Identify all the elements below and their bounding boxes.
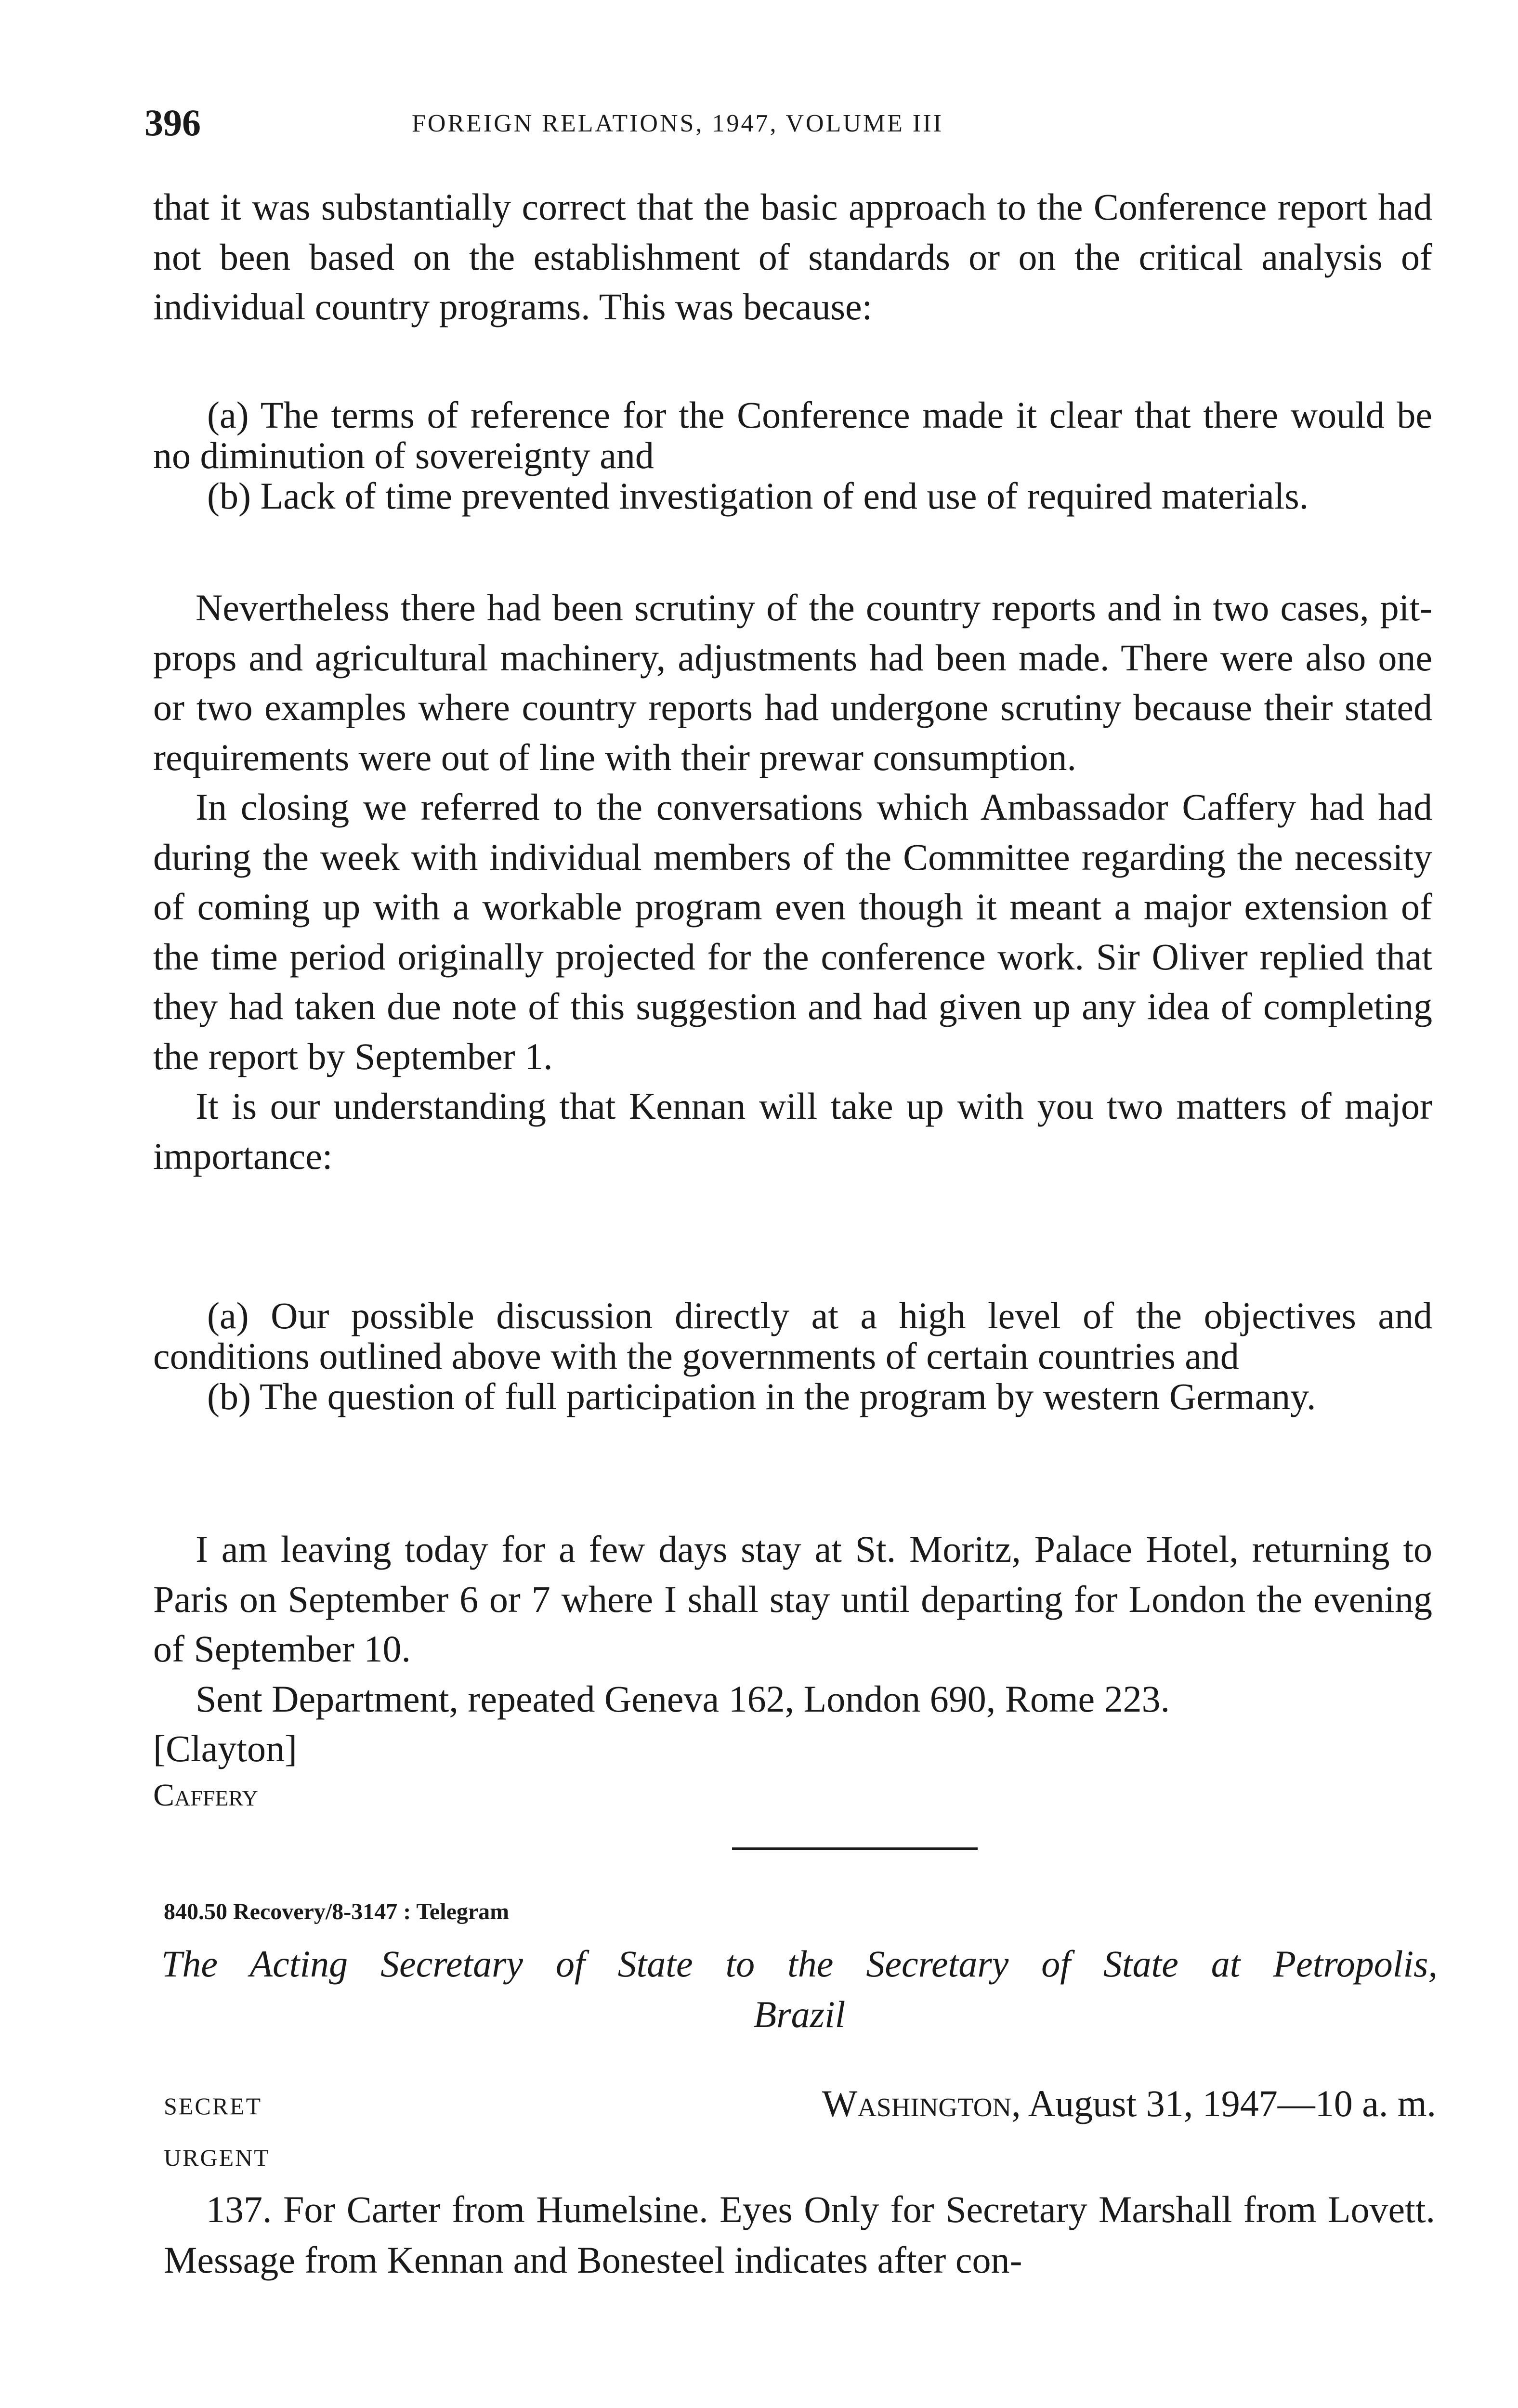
body-text-block-3 (153, 1524, 1432, 1817)
section-divider (732, 1847, 978, 1850)
file-reference: 840.50 Recovery/8-3147 : Telegram (164, 1899, 510, 1924)
list-matters (153, 1296, 1432, 1417)
page-number: 396 (144, 102, 201, 144)
list-item-b: (b) Lack of time prevented investigation of end use of required materials. (207, 475, 1309, 517)
page-header (144, 99, 1445, 157)
signature-bracket: [Clayton] (153, 1727, 297, 1769)
telegram-opening-paragraph: 137. For Carter from Humelsine. Eyes Only for Secretary Marshall from Lovett. Message from Kennan and Bonesteel indicates after con- (164, 2188, 1435, 2281)
document-title (161, 1938, 1438, 2040)
document-title-line-1: The Acting Secretary of State to the Secretary of State at Petropolis, (161, 1943, 1438, 1985)
body-text-block-1 (153, 182, 1432, 332)
paragraph-continued: that it was substantially correct that the basic approach to the Conference report had not been based on the establishment of standards or on the critical analysis of individual country programs. This was because: (153, 186, 1432, 327)
paragraph-closing: In closing we referred to the conversations which Ambassador Caffery had had during the week with individual members of the Committee regarding the necessity of coming up with a workable program even though it meant a major extension of the time period originally projected for the conference work. Sir Oliver replied that they had taken due note of this suggestion and had given up any idea of completing the report by September 1. (153, 786, 1432, 1077)
dateline (822, 2078, 1436, 2129)
running-head: FOREIGN RELATIONS, 1947, VOLUME III (412, 110, 943, 137)
list-item-a: (a) The terms of reference for the Conference made it clear that there would be no diminution of sovereignty and (153, 394, 1432, 476)
body-text-block-2 (153, 583, 1432, 1181)
paragraph-understanding: It is our understanding that Kennan will take up with you two matters of major importance: (153, 1085, 1432, 1177)
document-title-line-2: Brazil (753, 1993, 846, 2035)
list-reasons (153, 395, 1432, 516)
list-item-a: (a) Our possible discussion directly at a high level of the objectives and conditions outlined above with the governments of certain countries and (153, 1295, 1432, 1377)
paragraph-travel: I am leaving today for a few days stay at St. Moritz, Palace Hotel, returning to Paris on September 6 or 7 where I shall stay until departing for London the evening of September 10. (153, 1528, 1432, 1670)
dateline-place: Washington (822, 2082, 1012, 2124)
classification-secret: SECRET (164, 2093, 262, 2120)
telegram-opening (164, 2184, 1435, 2285)
list-item-b: (b) The question of full participation in the program by western Germany. (207, 1375, 1316, 1417)
signature: Caffery (153, 1777, 258, 1813)
dateline-date: , August 31, 1947—10 a. m. (1011, 2082, 1436, 2124)
paragraph-sent: Sent Department, repeated Geneva 162, London 690, Rome 223. (196, 1677, 1170, 1720)
classification-urgent: URGENT (164, 2144, 270, 2171)
paragraph-scrutiny: Nevertheless there had been scrutiny of the country reports and in two cases, pit-props and agricultural machinery, adjustments had been made. There were also one or two examples where country reports had undergone scrutiny because their stated requirements were out of line with their prewar consumption. (153, 587, 1432, 778)
